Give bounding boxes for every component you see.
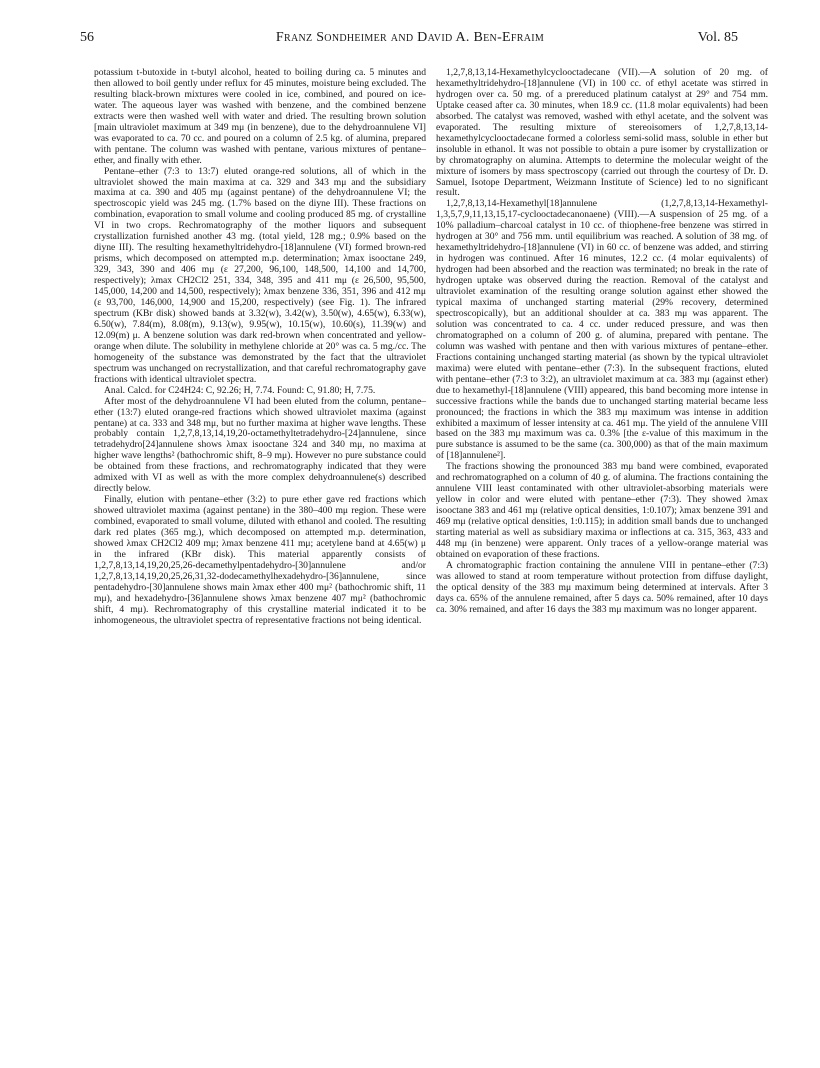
page-header [0,30,820,52]
paragraph: 1,2,7,8,13,14-Hexamethylcyclooctadecane (VII).—A solution of 20 mg. of hexamethyltridehydro-[18]annulene (VI) in 100 cc. of ethyl acetate was stirred in hydrogen over ca. 50 mg. of a prereduced platinum catalyst at 29° and 754 mm. Uptake ceased after ca. 30 minutes, when 18.9 cc. (11.8 molar equivalents) had been absorbed. The catalyst was removed, washed with ethyl acetate, and the solvent was evaporated. The resulting mixture of stereoisomers of 1,2,7,8,13,14-hexamethylcyclooctadecane formed a colorless semi-solid mass, soluble in ether but insoluble in ethanol. It was not possible to obtain a pure isomer by crystallization or by chromatography on alumina. Attempts to determine the molecular weight of the mixture of isomers by mass spectroscopy (carried out through the courtesy of Dr. D. Samuel, Isotope Department, Weizmann Institute of Science) led to no significant result. [436,67,768,199]
running-title-authors: Franz Sondheimer and David A. Ben-Efraim [275,30,545,45]
paragraph: The fractions showing the pronounced 383 mμ band were combined, evaporated and rechromatographed on a column of 40 g. of alumina. The fractions containing the annulene VIII least contaminated with other ultraviolet-absorbing materials were yellow in color and were eluted with pentane–ether (7:3). They showed λmax isooctane 383 and 461 mμ (relative optical densities, 1:0.107); λmax benzene 391 and 469 mμ (relative optical densities, 1:0.115); in addition small bands due to unchanged starting material as well as subsidiary maxima or inflections at ca. 315, 363, 433 and 448 mμ (in benzene) were apparent. Only traces of a yellow-orange material was obtained on evaporation of these fractions. [436,461,768,560]
left-column [94,68,426,627]
page-number: 56 [80,30,94,45]
paragraph: A chromatographic fraction containing the annulene VIII in pentane–ether (7:3) was allowed to stand at room temperature without protection from diffuse daylight, the optical density of the 383 mμ maximum being determined at intervals. After 3 days ca. 65% of the annulene remained, after 5 days ca. 50% remained, after 10 days ca. 30% remained, and after 16 days the 383 mμ maximum was no longer apparent. [436,559,768,615]
volume-label: Vol. 85 [697,30,738,45]
paragraph: 1,2,7,8,13,14-Hexamethyl[18]annulene (1,2,7,8,13,14-Hexamethyl-1,3,5,7,9,11,13,15,17-cyclooctadecanonaene) (VIII).—A suspension of 25 mg. of a 10% palladium–charcoal catalyst in 10 cc. of thiophene-free benzene was stirred in hydrogen at 30° and 756 mm. until equilibrium was reached. A solution of 38 mg. of hexamethyltridehydro-[18]annulene (VI) in 60 cc. of benzene was added, and stirring in hydrogen was continued. After 16 minutes, 12.2 cc. (4 molar equivalents) of hydrogen had been absorbed and the reaction was terminated; no break in the rate of hydrogen uptake was observed during the reaction. Removal of the catalyst and ultraviolet examination of the resulting orange solution against ether showed the typical maxima of unchanged starting material (29% recovery, determined spectroscopically), but an additional shoulder at ca. 383 mμ was apparent. The solution was concentrated to ca. 4 cc. under reduced pressure, and was then chromatographed on a column of 200 g. of alumina, prepared with pentane. The column was washed with pentane and then with various mixtures of pentane–ether. Fractions containing unchanged starting material (as shown by the typical ultraviolet maxima) were eluted with pentane–ether (7:3). In the subsequent fractions, eluted with pentane–ether (7:3 to 3:2), an ultraviolet maximum at ca. 383 mμ (against ether) due to hexamethyl-[18]annulene (VIII) appeared, this band becoming more intense in successive fractions while the bands due to unchanged starting material became less pronounced; the fractions in which the 383 mμ maximum was intense in addition exhibited a maximum of lesser intensity at ca. 461 mμ. The yield of the annulene VIII based on the 383 mμ maximum was ca. 0.3% [the ε-value of this maximum in the pure substance is assumed to be the same (ca. 300,000) as that of the main maximum of [18]annulene²]. [436,198,768,462]
paragraph: After most of the dehydroannulene VI had been eluted from the column, pentane–ether (13:7) eluted orange-red fractions which showed ultraviolet maxima (against pentane) at ca. 333 and 348 mμ, but no further maxima at higher wave lengths. These probably contain 1,2,7,8,13,14,19,20-octamethyltetradehydro-[24]annulene, since tetradehydro[24]annulene shows λmax isooctane 324 and 340 mμ, no maxima at higher wave lengths² (bathochromic shift, 8–9 mμ). However no pure substance could be obtained from these fractions, and rechromatography indicated that they were admixed with VI as well as with the more complex dehydroannulene(s) described directly below. [94,395,426,495]
paragraph: Finally, elution with pentane–ether (3:2) to pure ether gave red fractions which showed ultraviolet maxima (against pentane) in the 380–400 mμ region. These were combined, evaporated to small volume, diluted with ethanol and cooled. The resulting dark red plates (365 mg.), which decomposed on attempted m.p. determination, showed λmax CH2Cl2 409 mμ; λmax benzene 411 mμ; acetylene band at 4.65(w) μ in the infrared (KBr disk). This material apparently consists of 1,2,7,8,13,14,19,20,25,26-decamethylpentadehydro-[30]annulene and/or 1,2,7,8,13,14,19,20,25,26,31,32-dodecamethylhexadehydro-[36]annulene, since pentadehydro-[30]annulene shows main λmax ether 400 mμ² (bathochromic shift, 11 mμ), and hexadehydro-[36]annulene shows λmax benzene 407 mμ² (bathochromic shift, 4 mμ). Rechromatography of this crystalline material indicated it to be inhomogeneous, the ultraviolet spectra of representative fractions not being identical. [94,494,426,626]
right-column [436,68,768,616]
paragraph: Anal. Calcd. for C24H24: C, 92.26; H, 7.74. Found: C, 91.80; H, 7.75. [104,384,376,396]
paragraph: potassium t-butoxide in t-butyl alcohol, heated to boiling during ca. 5 minutes and then allowed to boil gently under reflux for 45 minutes, moisture being excluded. The resulting black-brown mixtures were cooled in ice, combined, and poured on ice-water. The aqueous layer was washed with benzene, and the combined benzene extracts were then washed well with water and dried. The resulting brown solution [main ultraviolet maximum at 349 mμ (in benzene), due to the dehydroannulene VI] was evaporated to ca. 70 cc. and poured on a column of 2.5 kg. of alumina, prepared with pentane. The column was washed with pentane, various mixtures of pentane–ether, and finally with ether. [94,67,426,166]
paragraph: Pentane–ether (7:3 to 13:7) eluted orange-red solutions, all of which in the ultraviolet showed the main maxima at ca. 329 and 343 mμ and the subsidiary maxima at ca. 390 and 405 mμ (against pentane) of the dehydroannulene VI; the spectroscopic yield was 245 mg. (1.7% based on the diyne III). These fractions on combination, evaporation to small volume and cooling produced 85 mg. of crystalline VI in two crops. Rechromatography of the mother liquors and subsequent crystallization furnished another 43 mg. (total yield, 128 mg.; 0.9% based on the diyne III). The resulting hexamethyltridehydro-[18]annulene (VI) formed brown-red prisms, which decomposed on attempted m.p. determination; λmax isooctane 249, 329, 343, 390 and 406 mμ (ε 27,200, 96,100, 148,500, 14,100 and 14,700, respectively); λmax CH2Cl2 251, 334, 348, 395 and 411 mμ (ε 26,500, 95,500, 145,000, 14,200 and 14,500, respectively); λmax benzene 336, 351, 396 and 412 mμ (ε 93,700, 146,000, 14,900 and 15,200, respectively) (see Fig. 1). The infrared spectrum (KBr disk) showed bands at 3.32(w), 3.42(w), 3.50(w), 4.65(w), 6.33(w), 6.50(w), 7.84(m), 8.08(m), 9.13(w), 9.95(w), 10.15(w), 10.60(s), 11.39(w) and 12.09(m) μ. A benzene solution was dark red-brown when concentrated and yellow-orange when dilute. The solubility in methylene chloride at 20° was ca. 5 mg./cc. The homogeneity of the substance was demonstrated by the fact that the ultraviolet spectrum was unchanged on recrystallization, and that careful rechromatography gave fractions with identical ultraviolet spectra. [94,165,426,385]
